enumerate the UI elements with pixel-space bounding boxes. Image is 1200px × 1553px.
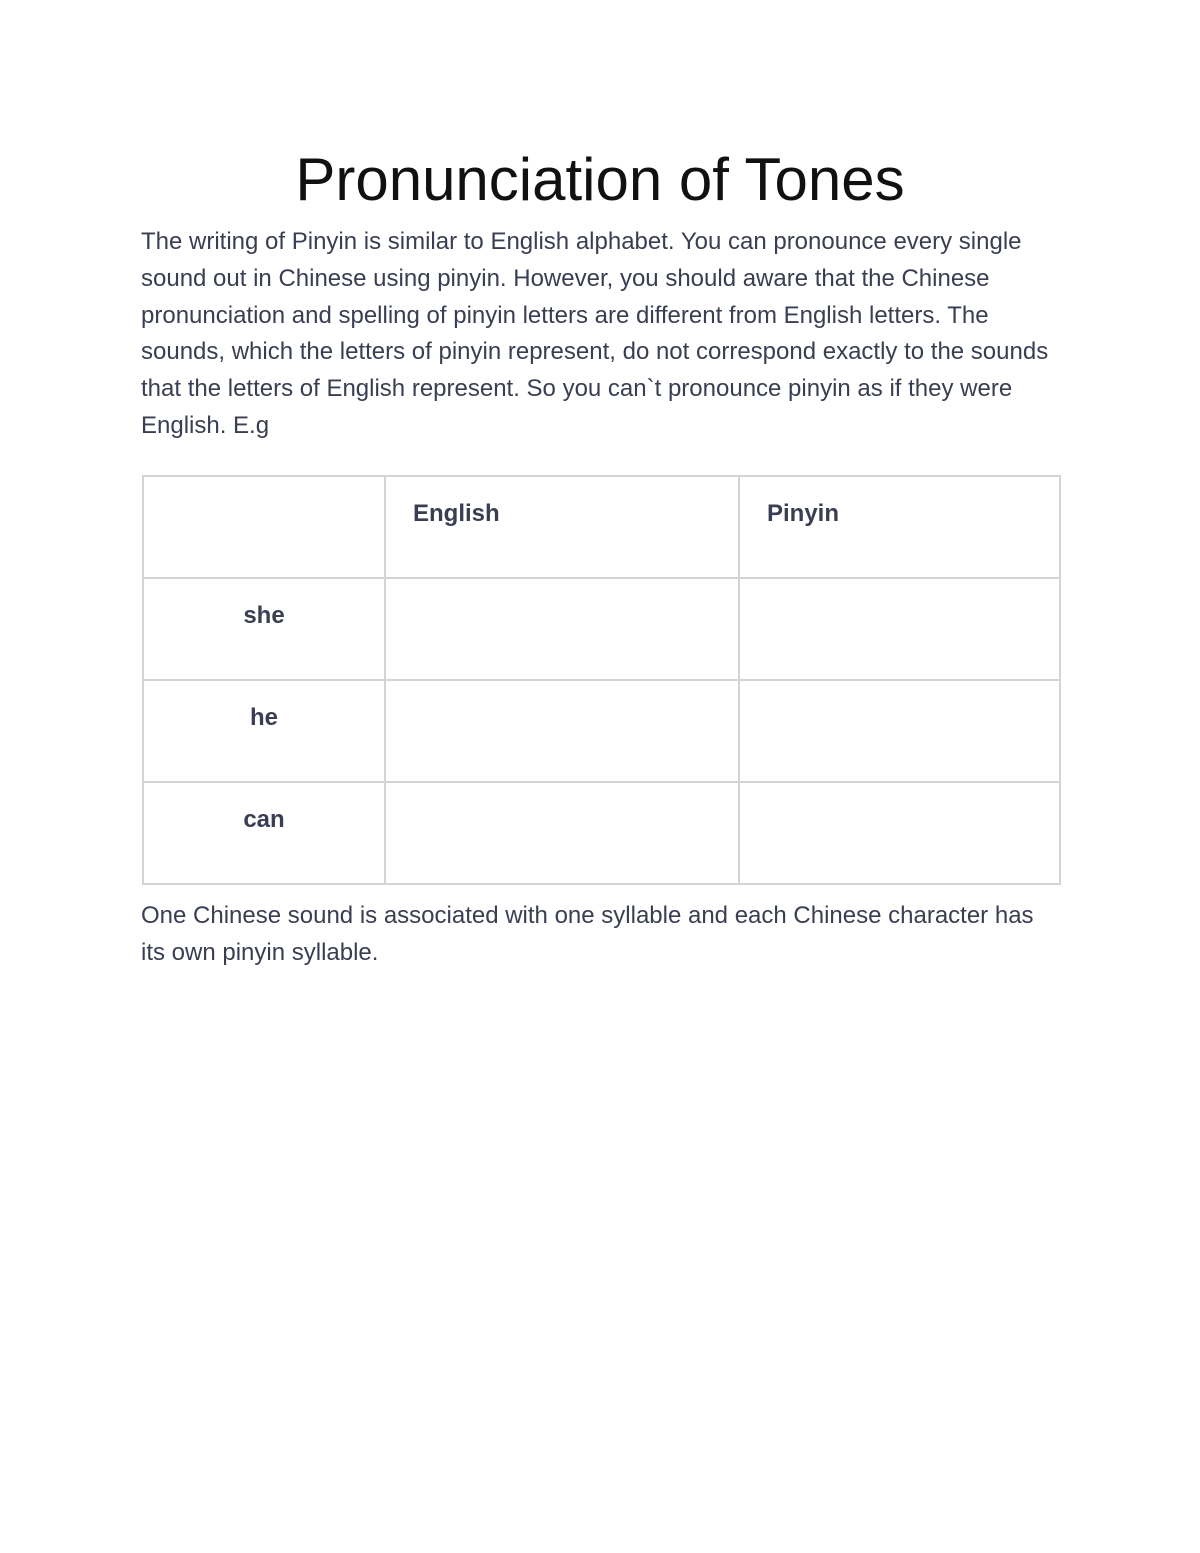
pinyin-value <box>740 783 1059 805</box>
table-header-row <box>143 476 1060 578</box>
table-header-cell-pinyin <box>739 476 1060 578</box>
english-value <box>386 783 738 805</box>
table-row <box>143 578 1060 680</box>
english-value <box>386 681 738 703</box>
pinyin-value <box>740 681 1059 703</box>
table-cell-word <box>143 578 385 680</box>
table-cell-word <box>143 782 385 884</box>
intro-paragraph: The writing of Pinyin is similar to English alphabet. You can pronounce every single sound out in Chinese using pinyin. However, you should aware that the Chinese pronunciation and spelling of pinyin letters are different from English letters. The sounds, which the letters of pinyin represent, do not correspond exactly to the sounds that the letters of English represent. So you can`t pronounce pinyin as if they were English. E.g <box>141 228 1049 439</box>
table-header-label: Pinyin <box>767 500 840 527</box>
pinyin-value <box>740 579 1059 601</box>
table-cell-english <box>385 782 739 884</box>
table-cell-pinyin <box>739 578 1060 680</box>
pronunciation-table <box>142 475 1061 885</box>
table-cell-word <box>143 680 385 782</box>
table-row <box>143 680 1060 782</box>
table-cell-pinyin <box>739 680 1060 782</box>
english-value <box>386 579 738 601</box>
table-cell-pinyin <box>739 782 1060 884</box>
table-header-cell-english <box>385 476 739 578</box>
table-header-cell-empty <box>143 476 385 578</box>
table-row <box>143 782 1060 884</box>
table-cell-english <box>385 680 739 782</box>
table-cell-english <box>385 578 739 680</box>
page-title: Pronunciation of Tones <box>295 146 905 213</box>
table-header-label: English <box>413 500 500 527</box>
word-label: can <box>243 806 285 833</box>
closing-paragraph: One Chinese sound is associated with one syllable and each Chinese character has its own pinyin syllable. <box>141 902 1034 966</box>
word-label: he <box>249 704 278 731</box>
table-header-label <box>144 477 384 499</box>
word-label: she <box>243 602 285 629</box>
